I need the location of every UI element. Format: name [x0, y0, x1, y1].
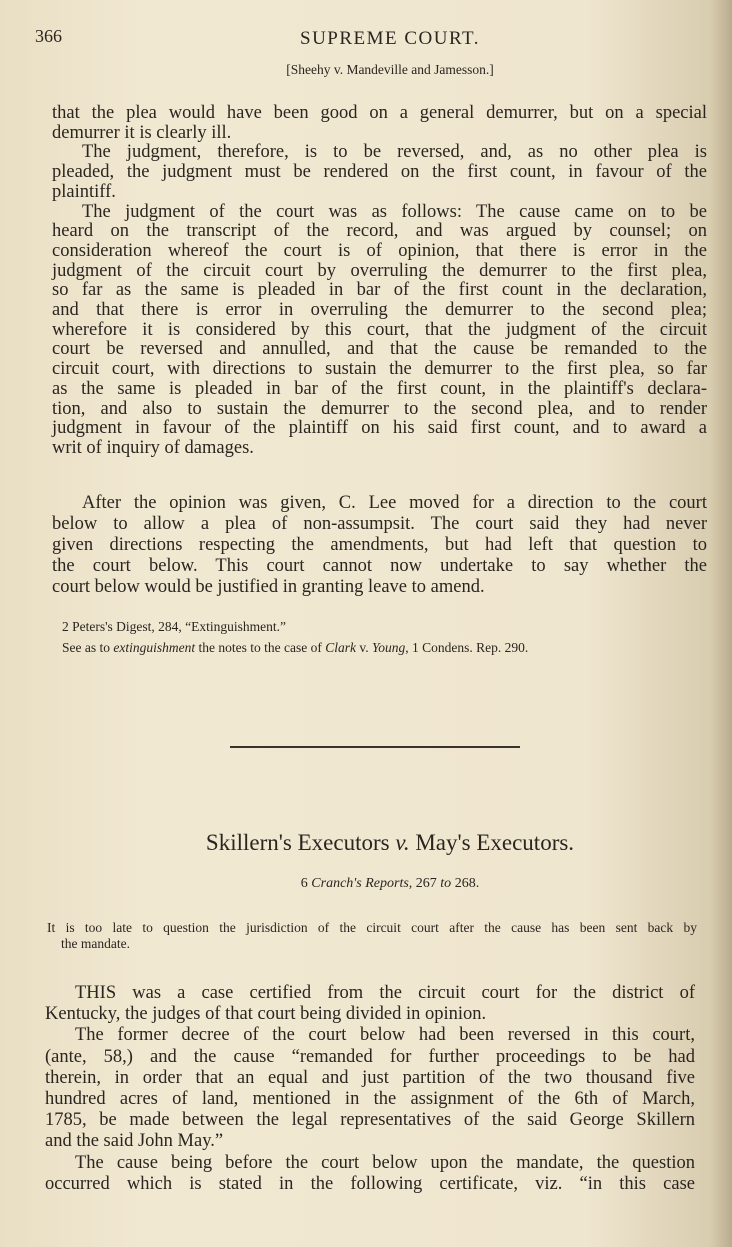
text-line: given directions respecting the amendments, but had left that question to [52, 535, 707, 555]
case-text [45, 983, 695, 1195]
text-line: demurrer it is clearly ill. [52, 122, 232, 143]
case-citation [0, 876, 732, 892]
text-line: The former decree of the court below had been reversed in this court, [75, 1025, 695, 1046]
text-line: consideration whereof the court is of opinion, that there is error in the [52, 240, 707, 261]
text-line: judgment of the circuit court by overruling the demurrer to the first plea, [52, 260, 707, 281]
text-line: After the opinion was given, C. Lee moved for a direction to the court [82, 493, 707, 513]
paragraph [45, 1153, 695, 1195]
text-line: (ante, 58,) and the cause “remanded for further proceedings to be had [45, 1046, 695, 1067]
text-line: that the plea would have been good on a general demurrer, but on a special [52, 103, 707, 123]
headnote-line: the mandate. [61, 936, 130, 951]
paragraph [45, 983, 695, 1025]
note-text: , 1 Condens. Rep. 290. [405, 640, 529, 655]
text-line: heard on the transcript of the record, and was argued by counsel; on [52, 221, 707, 242]
text-line: wherefore it is considered by this court, that the judgment of the circuit [52, 319, 707, 340]
footnote-1: 2 Peters's Digest, 284, “Extinguishment.” [62, 619, 287, 634]
text-line: so far as the same is pleaded in bar of the first count in the declaration, [52, 280, 707, 301]
text-line: the court below. This court cannot now undertake to say whether the [52, 556, 707, 576]
note-italic: Clark [325, 640, 356, 655]
text-line: hundred acres of land, mentioned in the assignment of the 6th of March, [45, 1089, 695, 1110]
text-line: The cause being before the court below upon the mandate, the question [75, 1152, 695, 1173]
text-line: Kentucky, the judges of that court being divided in opinion. [45, 1004, 487, 1025]
cite-part: 268. [451, 876, 480, 891]
text-line: 1785, be made between the legal representatives of the said George Skillern [45, 1110, 695, 1131]
case-title [0, 830, 732, 856]
text-line: occurred which is stated in the following certificate, viz. “in this case [45, 1173, 695, 1194]
note-italic: Young [371, 640, 406, 655]
title-part: May's Executors. [409, 830, 575, 855]
paragraph [52, 143, 707, 202]
text-line: tion, and also to sustain the demurrer to the second plea, and to render [52, 398, 707, 419]
note-text: v. [355, 640, 372, 655]
case-head: [Sheehy v. Mandeville and Jamesson.] [286, 62, 494, 77]
text-line: circuit court, with directions to sustain the demurrer to the first plea, so far [52, 359, 707, 380]
running-head: SUPREME COURT. [300, 28, 480, 49]
text-line: The judgment, therefore, is to be reversed, and, as no other plea is [82, 142, 707, 163]
paragraph [45, 1025, 695, 1152]
text-line: pleaded, the judgment must be rendered on the first count, in favour of the [52, 162, 707, 183]
page-number: 366 [35, 26, 62, 46]
paragraph [52, 203, 707, 459]
paragraph [52, 104, 707, 143]
cite-part: to [440, 876, 452, 891]
headnote [47, 920, 697, 952]
note-text: the notes to the case of [195, 640, 326, 655]
after-opinion-paragraph [52, 493, 707, 598]
text-line: court be reversed and annulled, and that the cause be remanded to the [52, 339, 707, 360]
cite-part: 267 [412, 876, 441, 891]
note-italic: extinguishment [113, 640, 196, 655]
cite-part: 6 [300, 876, 312, 891]
text-line: below to allow a plea of non-assumpsit. The court said they had never [52, 514, 707, 534]
text-line: THIS was a case certified from the circuit court for the district of [75, 983, 695, 1003]
text-line: plaintiff. [52, 181, 116, 202]
text-line: and the said John May.” [45, 1131, 224, 1152]
title-part: v. [395, 830, 410, 855]
text-line: and that there is error in overruling the demurrer to the second plea; [52, 300, 707, 321]
text-line: writ of inquiry of damages. [52, 437, 254, 458]
text-line: The judgment of the court was as follows: The cause came on to be [82, 201, 707, 222]
text-line: therein, in order that an equal and just partition of the two thousand five [45, 1067, 695, 1088]
section-divider [230, 746, 520, 748]
opinion-text [52, 104, 707, 459]
text-line: as the same is pleaded in bar of the first count, in the plaintiff's declara- [52, 378, 707, 399]
footnotes [62, 616, 702, 658]
note-text: See as to [62, 640, 114, 655]
title-part: Skillern's Executors [205, 830, 396, 855]
text-line: judgment in favour of the plaintiff on his said first count, and to award a [52, 418, 707, 439]
cite-part: Cranch's Reports, [311, 876, 413, 891]
footnote-2 [62, 637, 702, 658]
text-line: court below would be justified in granting leave to amend. [52, 577, 485, 597]
headnote-line: It is too late to question the jurisdiction of the circuit court after the cause has been sent back by [47, 920, 697, 935]
paragraph [52, 493, 707, 598]
